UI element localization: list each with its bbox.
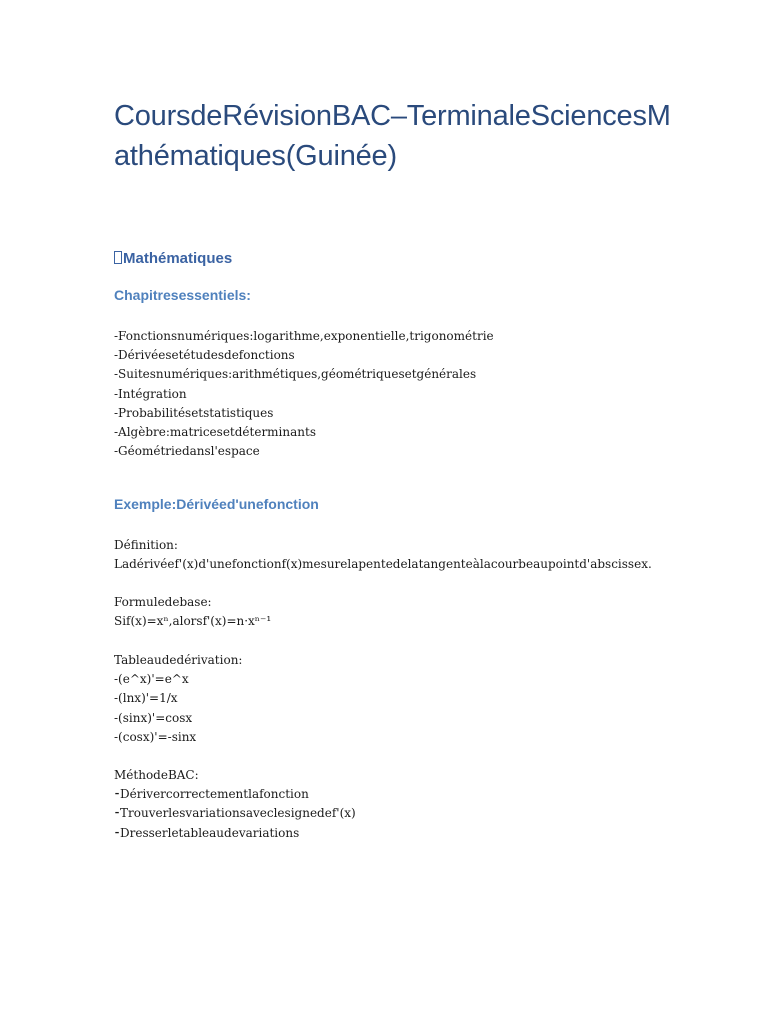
list-item: -Suitesnumériques:arithmétiques,géométriquesetgénérales xyxy=(114,367,477,382)
list-item: -Intégration xyxy=(114,386,187,401)
missing-glyph-icon xyxy=(114,251,122,264)
formula-text: Sif(x)=xⁿ,alorsf'(x)=n·xⁿ⁻¹ xyxy=(114,614,272,629)
section-heading-label: Mathématiques xyxy=(123,250,233,267)
method-label: MéthodeBAC: xyxy=(114,768,199,782)
list-item: ⁃Dresserletableaudevariations xyxy=(114,825,300,840)
document-page xyxy=(114,0,674,1024)
definition-label: Définition: xyxy=(114,538,178,552)
formula-block xyxy=(114,593,674,631)
list-item: -(lnx)'=1/x xyxy=(114,691,178,706)
method-block xyxy=(114,766,674,843)
list-item: -Fonctionsnumériques:logarithme,exponentielle,trigonométrie xyxy=(114,329,494,343)
list-item: -(e^x)'=e^x xyxy=(114,672,189,687)
list-item: -Géométriedansl'espace xyxy=(114,444,260,459)
document-title: CoursdeRévisionBAC–TerminaleSciencesMathématiques(Guinée) xyxy=(114,100,671,172)
list-item: -(sinx)'=cosx xyxy=(114,710,193,725)
derivation-table-label: Tableaudedérivation: xyxy=(114,653,243,667)
list-item: ⁃Trouverlesvariationsaveclesignedef'(x) xyxy=(114,806,356,821)
section-heading xyxy=(114,248,232,270)
formula-label: Formuledebase: xyxy=(114,595,212,609)
chapters-list xyxy=(114,327,674,461)
list-item: -Dérivéesetétudesdefonctions xyxy=(114,348,295,363)
list-item: ⁃Dérivercorrectementlafonction xyxy=(114,787,309,802)
list-item: -(cosx)'=-sinx xyxy=(114,729,197,744)
chapters-heading: Chapitresessentiels: xyxy=(114,287,251,303)
definition-block xyxy=(114,536,674,574)
example-heading: Exemple:Dérivéed'unefonction xyxy=(114,496,319,512)
list-item: -Algèbre:matricesetdéterminants xyxy=(114,424,316,439)
list-item: -Probabilitésetstatistiques xyxy=(114,405,274,420)
definition-text: Ladérivéef'(x)d'unefonctionf(x)mesurelapentedelatangenteàlacourbeaupointd'abscissex. xyxy=(114,557,652,572)
derivation-table-block xyxy=(114,651,674,747)
